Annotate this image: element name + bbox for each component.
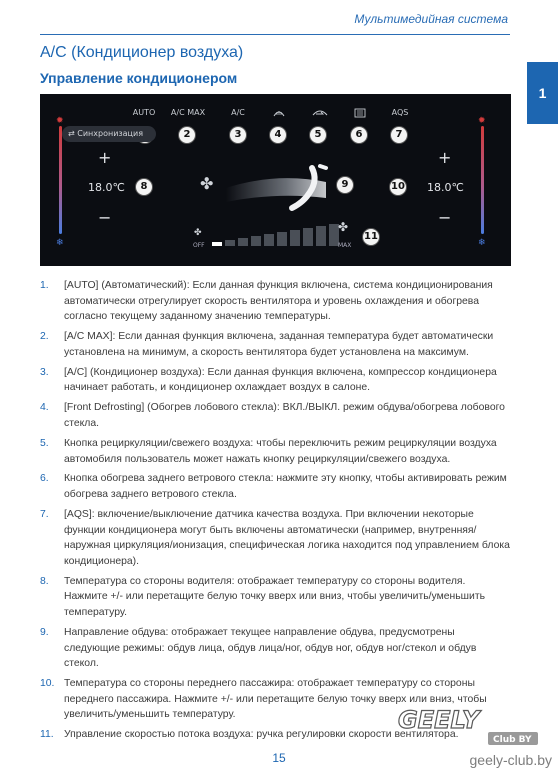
list-item-text: Управление скоростью потока воздуха: ручка регулировки скорости вентилятора.	[64, 729, 459, 741]
ac-max-button[interactable]: A/C MAX	[170, 108, 206, 117]
aqs-button[interactable]: AQS	[391, 108, 409, 117]
passenger-temp-value: 18.0℃	[427, 181, 464, 194]
list-item	[40, 329, 511, 360]
svg-text:Club BY: Club BY	[493, 735, 532, 745]
fan-icon: ✤	[200, 174, 214, 193]
list-item-text: [AUTO] (Автоматический): Если данная функция включена, система кондиционирования автоматически отрегулирует скорость вентилятора и уровень охлаждения и обогрева согласно текущему заданному значению температуры.	[64, 280, 493, 323]
chapter-tab: 1	[527, 62, 558, 124]
list-item-text: Температура со стороны переднего пассажира: отображает температуру со стороны переднего пассажира. Нажмите +/- или перетащите белую точку вверх или вниз, чтобы увеличить/уменьшить температуру.	[64, 678, 487, 721]
driver-temp-plus-button[interactable]: +	[98, 148, 112, 167]
fan-speed-bar[interactable]	[212, 242, 222, 246]
list-item-text: [A/C] (Кондиционер воздуха): Если данная функция включена, компрессор кондиционера начинает работать, и кондиционер охлаждает воздух в салоне.	[64, 366, 497, 394]
callout-8: 8	[135, 178, 153, 196]
list-item	[40, 400, 511, 431]
sync-button[interactable]: ⇄ Синхронизация	[62, 126, 156, 142]
fan-off-label: OFF	[193, 242, 205, 249]
airflow-seat-graphic[interactable]	[226, 158, 346, 220]
callout-10: 10	[389, 178, 407, 196]
header-rule	[40, 34, 510, 35]
list-item	[40, 365, 511, 396]
list-item-number: 6.	[40, 473, 49, 485]
fan-speed-bar[interactable]	[264, 234, 274, 246]
page-number: 15	[272, 751, 286, 765]
svg-text:GEELY: GEELY	[398, 706, 480, 734]
list-item-text: Направление обдува: отображает текущее направление обдува, предусмотрены следующие режимы: обдув лица, обдув лица/ног, обдув ног, обдув ног/стекол и обдув стекол.	[64, 627, 477, 670]
fan-off-icon: ✤	[194, 228, 202, 238]
cold-icon: ❄	[56, 238, 64, 248]
fan-max-label: MAX	[338, 242, 352, 249]
rear-defrost-icon[interactable]	[353, 108, 367, 118]
list-item	[40, 436, 511, 467]
callout-6: 6	[350, 126, 368, 144]
fan-speed-bar[interactable]	[303, 228, 313, 246]
list-item	[40, 507, 511, 569]
callout-11: 11	[362, 228, 380, 246]
subsection-title: Управление кондиционером	[40, 70, 238, 86]
callout-5: 5	[309, 126, 327, 144]
list-item-number: 8.	[40, 575, 49, 587]
list-item	[40, 471, 511, 502]
callout-2: 2	[178, 126, 196, 144]
fan-speed-bar[interactable]	[290, 230, 300, 246]
fan-max-icon: ✤	[338, 220, 349, 234]
heat-icon: ✹	[56, 116, 64, 126]
front-defrost-icon[interactable]	[272, 108, 286, 118]
list-item-number: 1.	[40, 280, 49, 291]
list-item-number: 2.	[40, 331, 49, 343]
passenger-temp-minus-button[interactable]: −	[438, 208, 452, 227]
callout-3: 3	[229, 126, 247, 144]
recirculation-icon[interactable]	[312, 108, 326, 118]
driver-temp-minus-button[interactable]: −	[98, 208, 112, 227]
list-item-number: 4.	[40, 402, 49, 414]
fan-speed-bar[interactable]	[225, 240, 235, 246]
driver-temp-slider[interactable]	[59, 126, 62, 234]
watermark-url: geely-club.by	[469, 752, 552, 768]
heat-icon: ✹	[478, 116, 486, 126]
fan-speed-bar[interactable]	[251, 236, 261, 246]
callout-9: 9	[336, 176, 354, 194]
fan-speed-bar[interactable]	[277, 232, 287, 246]
list-item-number: 9.	[40, 627, 49, 638]
function-list	[40, 278, 511, 747]
callout-7: 7	[390, 126, 408, 144]
geely-club-logo	[396, 704, 542, 748]
list-item-text: Температура со стороны водителя: отображает температуру со стороны водителя. Нажмите +/- или перетащите белую точку вверх или вниз, чтобы увеличить/уменьшить температуру.	[64, 575, 485, 619]
ac-button[interactable]: A/C	[231, 108, 245, 117]
list-item-text: [Front Defrosting] (Обогрев лобового стекла): ВКЛ./ВЫКЛ. режим обдува/обогрева лобового стекла.	[64, 402, 505, 429]
callout-4: 4	[269, 126, 287, 144]
driver-temp-value: 18.0℃	[88, 181, 125, 194]
list-item-text: [A/C MAX]: Если данная функция включена, заданная температура будет автоматически установлена на минимум, а скорость вентилятора будет установлена на максимум.	[64, 331, 494, 358]
passenger-temp-plus-button[interactable]: +	[438, 148, 452, 167]
cold-icon: ❄	[478, 238, 486, 248]
section-title: A/C (Кондиционер воздуха)	[40, 44, 244, 61]
list-item-text: Кнопка рециркуляции/свежего воздуха: чтобы переключить режим рециркуляции воздуха автомобиля пользователь может нажать кнопку рециркуляции/свежего воздуха.	[64, 437, 497, 465]
list-item-number: 3.	[40, 366, 49, 378]
passenger-temp-slider[interactable]	[481, 126, 484, 234]
list-item	[40, 574, 511, 621]
list-item-text: [AQS]: включение/выключение датчика качества воздуха. При включении некоторые функции кондиционера могут быть включены автоматически (например, внутренняя/наружная циркуляция/ионизация, специфическая логика находится под управлением блока кондиционера).	[64, 509, 510, 567]
list-item-number: 7.	[40, 509, 49, 521]
list-item-number: 5.	[40, 437, 49, 449]
running-header: Мультимедийная система	[354, 12, 508, 26]
climate-screen	[40, 94, 511, 266]
list-item	[40, 625, 511, 672]
auto-button[interactable]: AUTO	[132, 108, 156, 117]
fan-speed-bar[interactable]	[316, 226, 326, 246]
list-item-number: 11.	[40, 729, 54, 741]
list-item-text: Кнопка обогрева заднего ветрового стекла: нажмите эту кнопку, чтобы активировать режим обогрева заднего ветрового стекла.	[64, 473, 507, 501]
list-item-number: 10.	[40, 678, 55, 690]
list-item	[40, 278, 511, 325]
fan-speed-bar[interactable]	[238, 238, 248, 246]
